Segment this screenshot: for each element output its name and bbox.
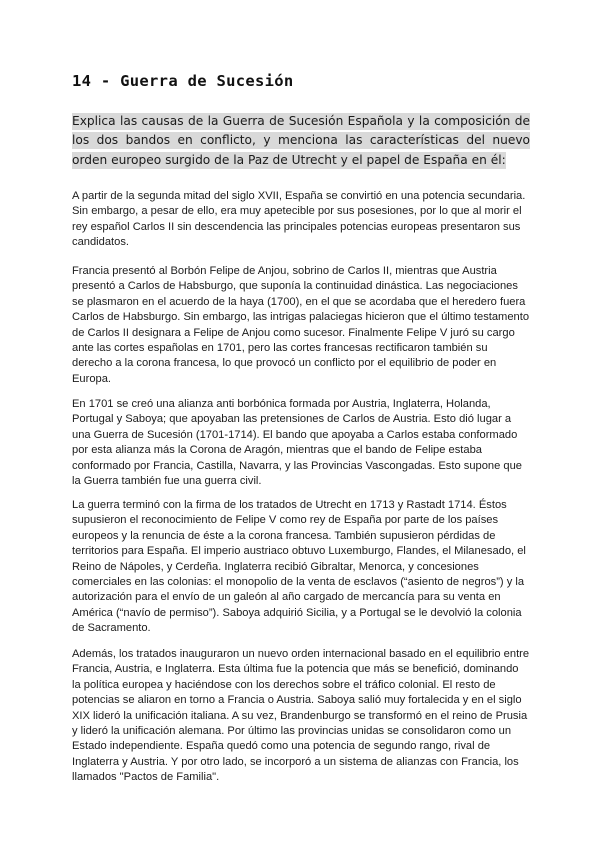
page-title: 14 - Guerra de Sucesión — [72, 72, 294, 90]
paragraph-treaties: La guerra terminó con la firma de los tratados de Utrecht en 1713 y Rastadt 1714. Éstos supusieron el reconocimiento de Felipe V como rey de España por parte de los países europeos y la renuncia de éste a la corona francesa. También supusieron pérdidas de territorios para España. El imperio austriaco obtuvo Luxemburgo, Flandes, el Milanesado, el Reino de Nápoles, y Cerdeña. Inglaterra recibió Gibraltar, Menorca, y concesiones comerciales en las colonias: el monopolio de la venta de esclavos (“asiento de negros”) y la autorización para el envío de un galeón al año cargado de mercancía para su venta en América (“navío de permiso”). Saboya adquirió Sicilia, y a Portugal se le devolvió la colonia de Sacramento. — [72, 499, 526, 635]
paragraph-alliance-war: En 1701 se creó una alianza anti borbónica formada por Austria, Inglaterra, Holanda, Portugal y Saboya; que apoyaban las pretensiones de Carlos de Austria. Esto dió lugar a una Guerra de Sucesión (1701-1714). El bando que apoyaba a Carlos estaba conformado por esta alianza más la Corona de Aragón, mientras que el bando de Felipe estaba conformado por Francia, Castilla, Navarra, y las Provincias Vascongadas. Esto supone que la Guerra también fue una guerra civil. — [72, 398, 522, 488]
paragraph-candidates: Francia presentó al Borbón Felipe de Anjou, sobrino de Carlos II, mientras que Austria presentó a Carlos de Habsburgo, que suponía la continuidad dinástica. Las negociaciones se plasmaron en el acuerdo de la haya (1700), en el que se acordaba que el heredero fuera Carlos de Habsburgo. Sin embargo, las intrigas palaciegas hicieron que el último testamento de Carlos II designara a Felipe de Anjou como sucesor. Finalmente Felipe V juró su cargo ante las cortes españolas en 1701, pero las cortes francesas rectificaron también su derecho a la corona francesa, lo que provocó un conflicto por el equilibrio de poder en Europa. — [72, 265, 530, 385]
paragraph-background: A partir de la segunda mitad del siglo XVII, España se convirtió en una potencia secundaria. Sin embargo, a pesar de ello, era muy apetecible por sus posesiones, por lo que al morir el rey español Carlos II sin descendencia las principales potencias europeas presentaron sus candidatos. — [72, 190, 526, 249]
question-highlight: Explica las causas de la Guerra de Sucesión Española y la composición de los dos bandos en conflicto, y menciona las características del nuevo orden europeo surgido de la Paz de Utrecht y el papel de España en él: — [72, 114, 530, 167]
question-prompt — [72, 112, 530, 170]
paragraph-new-order: Además, los tratados inauguraron un nuevo orden internacional basado en el equilibrio entre Francia, Austria, e Inglaterra. Esta última fue la potencia que más se benefició, dominando la política europea y haciéndose con los derechos sobre el tráfico colonial. El resto de potencias se aliaron en torno a Francia o Austria. Saboya salió muy fortalecida y en el siglo XIX lideró la unificación italiana. A su vez, Brandenburgo se transformó en el reino de Prusia y lideró la unificación alemana. Por último las provincias unidas se consolidaron como un Estado independiente. España quedó como una potencia de segundo rango, rival de Inglaterra y Austria. Y por otro lado, se incorporó a un sistema de alianzas con Francia, los llamados "Pactos de Familia". — [72, 648, 530, 784]
